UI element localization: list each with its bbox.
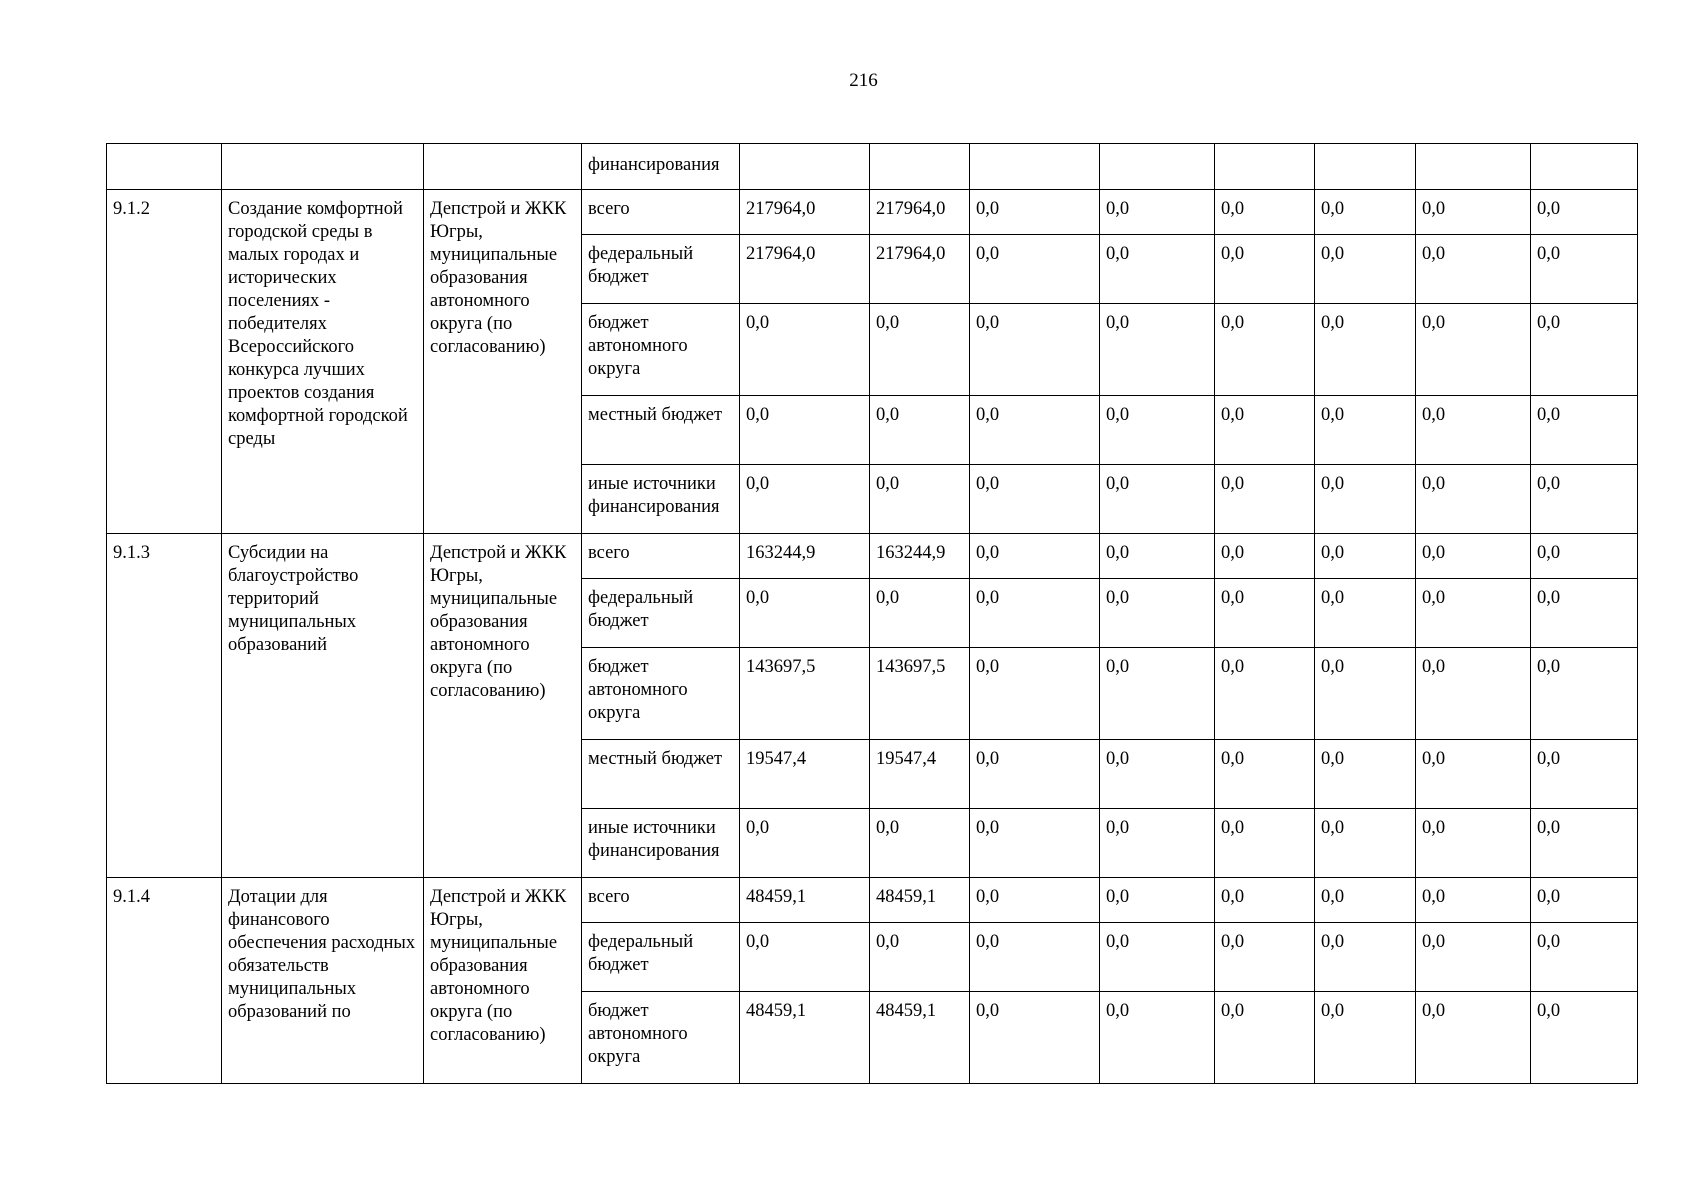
value-cell: 0,0 [1315, 304, 1416, 396]
value-cell: 0,0 [970, 190, 1100, 235]
table-row [107, 878, 1638, 923]
value-cell: 163244,9 [870, 534, 970, 579]
executor-cell: Депстрой и ЖКК Югры, муниципальные образования автономного округа (по согласованию) [424, 190, 582, 534]
value-cell: 0,0 [1531, 648, 1638, 740]
value-cell: 0,0 [1315, 534, 1416, 579]
value-cell: 0,0 [1315, 190, 1416, 235]
value-cell: 0,0 [1315, 396, 1416, 465]
value-cell: 0,0 [1100, 923, 1215, 992]
table-row [107, 190, 1638, 235]
value-cell: 0,0 [1315, 923, 1416, 992]
code-cell: 9.1.2 [107, 190, 222, 534]
value-cell: 0,0 [1416, 304, 1531, 396]
value-cell: 0,0 [1100, 534, 1215, 579]
value-cell: 217964,0 [870, 235, 970, 304]
value-cell [1100, 144, 1215, 190]
source-cell: федеральный бюджет [582, 579, 740, 648]
name-cell [222, 144, 424, 190]
value-cell: 0,0 [1100, 579, 1215, 648]
value-cell: 0,0 [1100, 304, 1215, 396]
value-cell: 0,0 [1416, 465, 1531, 534]
value-cell: 0,0 [1416, 878, 1531, 923]
executor-cell [424, 144, 582, 190]
value-cell: 0,0 [740, 579, 870, 648]
code-cell: 9.1.3 [107, 534, 222, 878]
value-cell: 0,0 [1531, 923, 1638, 992]
code-cell [107, 144, 222, 190]
name-cell: Субсидии на благоустройство территорий муниципальных образований [222, 534, 424, 878]
value-cell: 0,0 [1531, 534, 1638, 579]
value-cell: 48459,1 [870, 878, 970, 923]
value-cell: 0,0 [970, 579, 1100, 648]
table-body [107, 144, 1638, 1084]
value-cell: 143697,5 [740, 648, 870, 740]
value-cell: 0,0 [1416, 396, 1531, 465]
value-cell: 19547,4 [870, 740, 970, 809]
value-cell: 0,0 [1416, 992, 1531, 1084]
value-cell: 0,0 [1215, 465, 1315, 534]
value-cell: 0,0 [1215, 579, 1315, 648]
value-cell: 0,0 [870, 809, 970, 878]
name-cell: Создание комфортной городской среды в малых городах и исторических поселениях - победителях Всероссийского конкурса лучших проектов создания комфортной городской среды [222, 190, 424, 534]
value-cell: 48459,1 [870, 992, 970, 1084]
value-cell: 0,0 [1531, 465, 1638, 534]
value-cell: 0,0 [1215, 235, 1315, 304]
value-cell: 217964,0 [740, 235, 870, 304]
value-cell: 0,0 [970, 878, 1100, 923]
value-cell: 0,0 [970, 465, 1100, 534]
value-cell: 163244,9 [740, 534, 870, 579]
value-cell: 0,0 [740, 396, 870, 465]
source-cell: финансирования [582, 144, 740, 190]
source-cell: иные источники финансирования [582, 465, 740, 534]
value-cell: 0,0 [870, 579, 970, 648]
value-cell: 0,0 [1215, 740, 1315, 809]
value-cell: 0,0 [1100, 465, 1215, 534]
value-cell: 0,0 [1215, 992, 1315, 1084]
value-cell: 19547,4 [740, 740, 870, 809]
value-cell: 0,0 [1100, 235, 1215, 304]
code-cell: 9.1.4 [107, 878, 222, 1084]
value-cell: 0,0 [970, 235, 1100, 304]
table-row [107, 534, 1638, 579]
value-cell: 0,0 [1215, 648, 1315, 740]
source-cell: иные источники финансирования [582, 809, 740, 878]
value-cell: 0,0 [1416, 809, 1531, 878]
continuation-row [107, 144, 1638, 190]
value-cell [1531, 144, 1638, 190]
value-cell: 0,0 [1531, 878, 1638, 923]
value-cell: 0,0 [1215, 923, 1315, 992]
value-cell: 0,0 [1315, 465, 1416, 534]
value-cell: 0,0 [970, 396, 1100, 465]
value-cell: 0,0 [740, 304, 870, 396]
value-cell: 0,0 [1416, 235, 1531, 304]
value-cell: 0,0 [870, 304, 970, 396]
value-cell: 0,0 [1531, 235, 1638, 304]
value-cell: 0,0 [1531, 740, 1638, 809]
value-cell: 0,0 [970, 809, 1100, 878]
value-cell: 0,0 [1531, 396, 1638, 465]
value-cell: 0,0 [1215, 396, 1315, 465]
value-cell: 0,0 [1100, 648, 1215, 740]
value-cell: 217964,0 [740, 190, 870, 235]
value-cell: 0,0 [1100, 740, 1215, 809]
value-cell: 0,0 [1416, 190, 1531, 235]
value-cell: 0,0 [1531, 579, 1638, 648]
value-cell: 0,0 [1416, 579, 1531, 648]
value-cell: 0,0 [1315, 740, 1416, 809]
source-cell: местный бюджет [582, 396, 740, 465]
value-cell: 0,0 [1416, 740, 1531, 809]
value-cell: 0,0 [1315, 648, 1416, 740]
value-cell: 0,0 [740, 809, 870, 878]
value-cell: 0,0 [1215, 878, 1315, 923]
value-cell: 0,0 [1100, 809, 1215, 878]
value-cell: 0,0 [1531, 190, 1638, 235]
value-cell [740, 144, 870, 190]
source-cell: всего [582, 878, 740, 923]
source-cell: федеральный бюджет [582, 923, 740, 992]
source-cell: бюджет автономного округа [582, 304, 740, 396]
value-cell: 0,0 [1315, 878, 1416, 923]
value-cell [1416, 144, 1531, 190]
value-cell: 0,0 [970, 740, 1100, 809]
value-cell: 0,0 [1315, 579, 1416, 648]
source-cell: местный бюджет [582, 740, 740, 809]
value-cell: 0,0 [1315, 809, 1416, 878]
value-cell [1315, 144, 1416, 190]
value-cell: 0,0 [1416, 648, 1531, 740]
value-cell: 0,0 [1215, 809, 1315, 878]
executor-cell: Депстрой и ЖКК Югры, муниципальные образования автономного округа (по согласованию) [424, 878, 582, 1084]
funding-table [106, 143, 1638, 1084]
value-cell: 0,0 [1315, 235, 1416, 304]
source-cell: всего [582, 534, 740, 579]
value-cell: 217964,0 [870, 190, 970, 235]
executor-cell: Депстрой и ЖКК Югры, муниципальные образования автономного округа (по согласованию) [424, 534, 582, 878]
value-cell [970, 144, 1100, 190]
name-cell: Дотации для финансового обеспечения расходных обязательств муниципальных образований по [222, 878, 424, 1084]
value-cell: 0,0 [870, 923, 970, 992]
value-cell: 0,0 [970, 992, 1100, 1084]
value-cell: 0,0 [740, 923, 870, 992]
value-cell: 0,0 [1416, 923, 1531, 992]
value-cell: 0,0 [1416, 534, 1531, 579]
value-cell: 0,0 [1215, 190, 1315, 235]
value-cell: 0,0 [1215, 304, 1315, 396]
value-cell: 0,0 [970, 923, 1100, 992]
page-number: 216 [849, 70, 878, 91]
value-cell: 0,0 [1100, 190, 1215, 235]
value-cell: 0,0 [1531, 809, 1638, 878]
value-cell: 0,0 [970, 648, 1100, 740]
value-cell: 0,0 [970, 534, 1100, 579]
source-cell: бюджет автономного округа [582, 992, 740, 1084]
value-cell: 0,0 [1215, 534, 1315, 579]
value-cell: 0,0 [870, 465, 970, 534]
value-cell: 48459,1 [740, 992, 870, 1084]
value-cell: 48459,1 [740, 878, 870, 923]
source-cell: федеральный бюджет [582, 235, 740, 304]
value-cell [870, 144, 970, 190]
value-cell: 0,0 [1100, 396, 1215, 465]
value-cell: 143697,5 [870, 648, 970, 740]
value-cell: 0,0 [870, 396, 970, 465]
value-cell: 0,0 [1315, 992, 1416, 1084]
value-cell: 0,0 [1531, 304, 1638, 396]
source-cell: бюджет автономного округа [582, 648, 740, 740]
value-cell: 0,0 [970, 304, 1100, 396]
value-cell: 0,0 [1100, 992, 1215, 1084]
value-cell: 0,0 [740, 465, 870, 534]
value-cell [1215, 144, 1315, 190]
value-cell: 0,0 [1100, 878, 1215, 923]
value-cell: 0,0 [1531, 992, 1638, 1084]
source-cell: всего [582, 190, 740, 235]
